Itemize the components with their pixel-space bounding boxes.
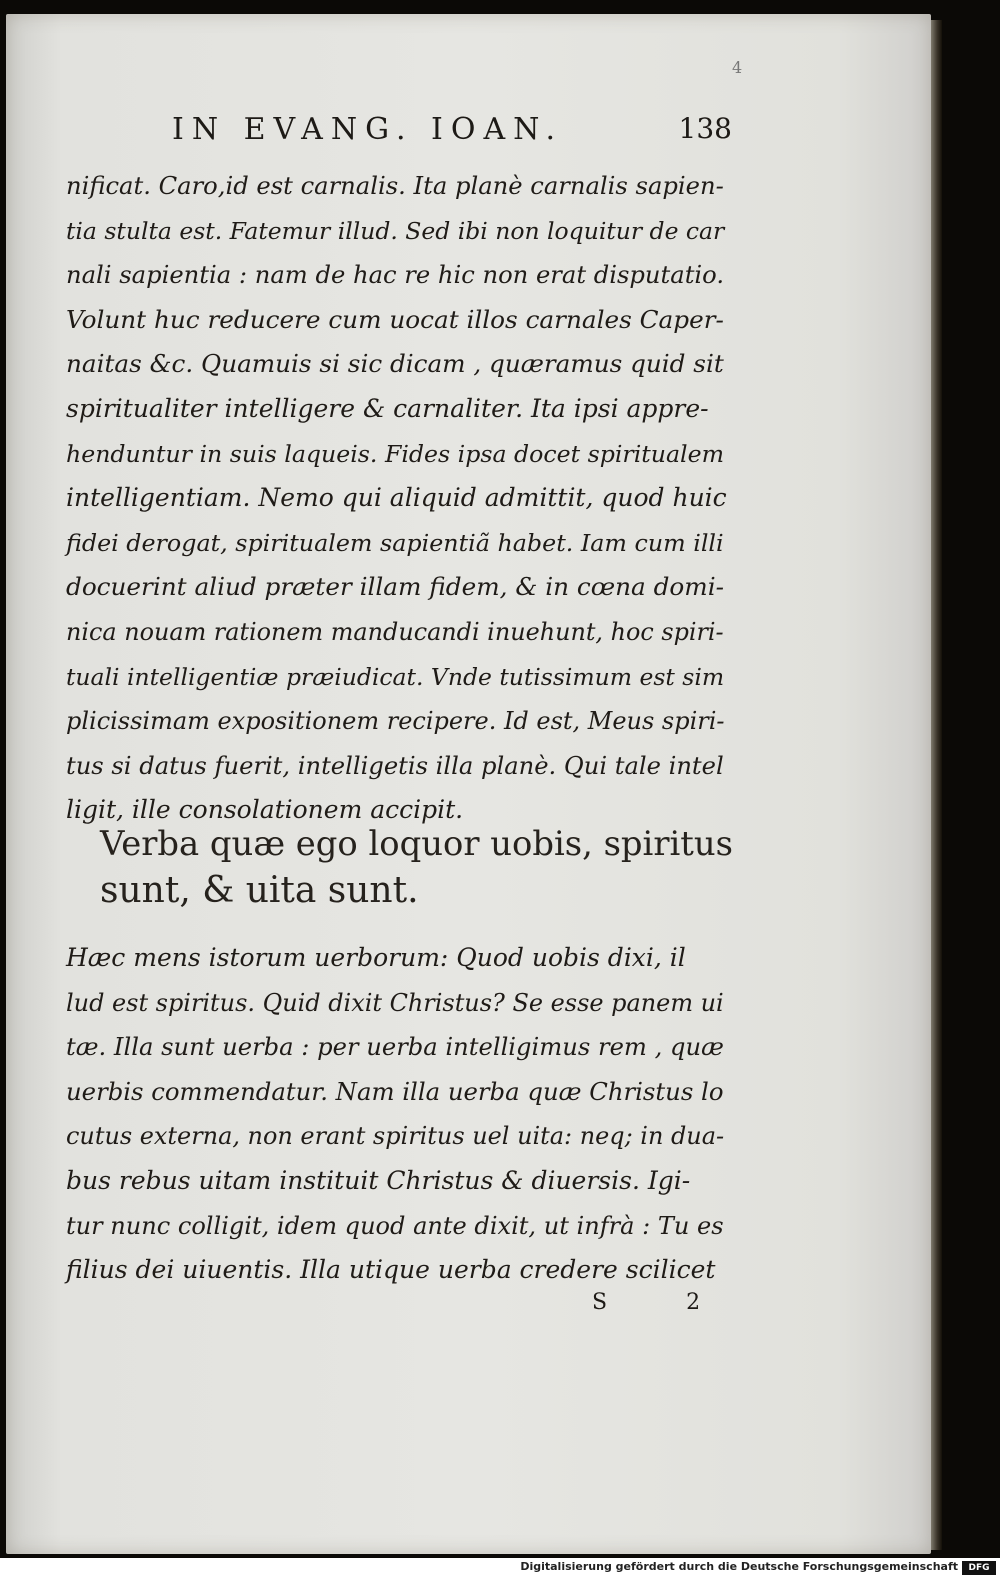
page-header bbox=[172, 112, 732, 152]
page-edge bbox=[930, 20, 942, 1550]
text-line: docuerint aliud præter illam fidem, & in cœna domi- bbox=[66, 572, 724, 602]
text-line: nica nouam rationem manducandi inuehunt, hoc spiri- bbox=[66, 617, 724, 646]
paragraph-1 bbox=[66, 164, 731, 833]
text-line: nali sapientia : nam de hac re hic non erat disputatio. bbox=[66, 261, 725, 290]
text-line: ligit, ille consolationem accipit. bbox=[66, 795, 464, 825]
funding-notice: Digitalisierung gefördert durch die Deutsche Forschungsgemeinschaft bbox=[520, 1560, 958, 1573]
text-line: plicissimam expositionem recipere. Id est, Meus spiri- bbox=[66, 707, 725, 736]
page-number: 138 bbox=[678, 112, 732, 145]
text-line: Volunt huc reducere cum uocat illos carnales Caper- bbox=[66, 304, 724, 334]
text-line: naitas &c. Quamuis si sic dicam , quæramus quid sit bbox=[66, 349, 724, 379]
heading-line: Verba quæ ego loquor uobis, spiritus bbox=[100, 824, 733, 863]
text-line: bus rebus uitam instituit Christus & diuersis. Igi- bbox=[66, 1165, 691, 1195]
text-line: uerbis commendatur. Nam illa uerba quæ Christus lo bbox=[66, 1076, 724, 1106]
text-line: tur nunc colligit, idem quod ante dixit, ut infrà : Tu es bbox=[66, 1211, 724, 1240]
text-line: tæ. Illa sunt uerba : per uerba intelligimus rem , quæ bbox=[66, 1033, 724, 1062]
running-head: IN EVANG. IOAN. bbox=[172, 112, 564, 147]
text-line: cutus externa, non erant spiritus uel uita: neq; in dua- bbox=[66, 1122, 725, 1151]
text-line: tuali intelligentiæ præiudicat. Vnde tutissimum est sim bbox=[66, 662, 725, 691]
text-line: henduntur in suis laqueis. Fides ipsa docet spiritualem bbox=[66, 439, 724, 468]
corner-mark: 4 bbox=[732, 58, 743, 77]
text-line: nificat. Caro,id est carnalis. Ita planè carnalis sapien- bbox=[66, 172, 724, 200]
text-line: lud est spiritus. Quid dixit Christus? Se esse panem ui bbox=[66, 988, 724, 1017]
text-line: spiritualiter intelligere & carnaliter. Ita ipsi appre- bbox=[66, 393, 709, 423]
paragraph-2 bbox=[66, 936, 731, 1293]
verse-heading bbox=[100, 820, 740, 914]
text-line: intelligentiam. Nemo qui aliquid admittit, quod huic bbox=[66, 483, 727, 513]
heading-line: sunt, & uita sunt. bbox=[100, 870, 419, 911]
footer-bar bbox=[0, 1558, 1000, 1578]
text-line: fidei derogat, spiritualem sapientiã habet. Iam cum illi bbox=[66, 528, 724, 557]
text-line: filius dei uiuentis. Illa utique uerba credere scilicet bbox=[66, 1255, 716, 1285]
text-line: tus si datus fuerit, intelligetis illa planè. Qui tale intel bbox=[66, 751, 724, 780]
text-line: Hæc mens istorum uerborum: Quod uobis dixi, il bbox=[66, 943, 686, 972]
dfg-logo: DFG bbox=[962, 1561, 996, 1575]
text-line: tia stulta est. Fatemur illud. Sed ibi non loquitur de car bbox=[66, 216, 725, 245]
signature-mark: S 2 bbox=[592, 1290, 737, 1315]
